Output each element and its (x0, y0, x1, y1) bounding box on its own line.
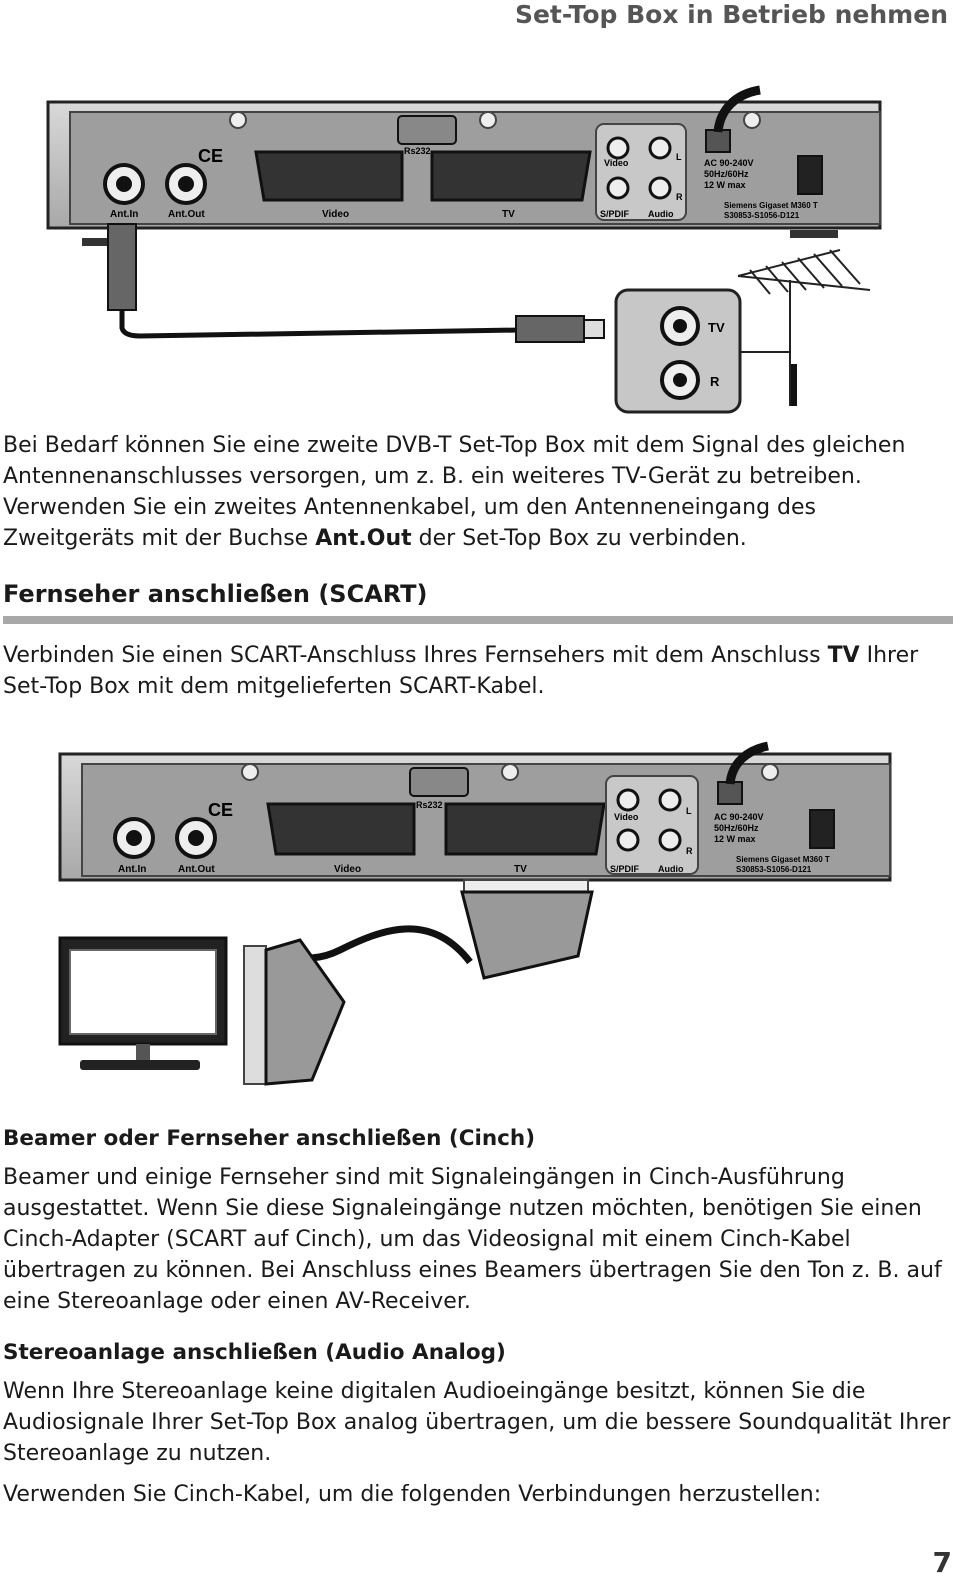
intro-text-end: der Set-Top Box zu verbinden. (411, 526, 747, 551)
ce-mark: CE (198, 146, 224, 166)
label-power-1: AC 90-240V (704, 158, 754, 168)
antenna-icon (738, 250, 870, 406)
intro-paragraph (3, 430, 951, 554)
tv-label: TV (827, 643, 860, 668)
socket-label-tv: TV (708, 320, 725, 335)
stereo-paragraph: Wenn Ihre Stereoanlage keine digitalen Audioeingänge besitzt, können Sie die Audiosignale Ihrer Set-Top Box analog übertragen, um die bessere Soundqualität Ihrer Stereoanlage zu nutzen. (3, 1379, 951, 1466)
label-r: R (676, 192, 683, 202)
label-model-1b: Siemens Gigaset M360 T (736, 855, 830, 864)
scart-tv-port (432, 152, 590, 200)
cinch-heading: Beamer oder Fernseher anschließen (Cinch) (3, 1126, 536, 1151)
label-r-2: R (686, 846, 693, 856)
label-model-2b: S30853-S1056-D121 (736, 865, 812, 874)
label-spdif: S/PDIF (600, 209, 630, 219)
label-power-2: 50Hz/60Hz (704, 169, 749, 179)
scart-paragraph (3, 640, 951, 702)
tv-icon (60, 938, 226, 1070)
running-header: Set-Top Box in Betrieb nehmen (514, 0, 948, 29)
label-power-3b: 12 W max (714, 834, 756, 844)
label-power-2b: 50Hz/60Hz (714, 823, 759, 833)
antenna-connection-illustration (0, 80, 960, 420)
section-rule (3, 616, 953, 624)
socket-label-r: R (710, 374, 720, 389)
power-switch (798, 156, 822, 194)
label-model-1: Siemens Gigaset M360 T (724, 201, 818, 210)
label-ant-out: Ant.Out (168, 209, 205, 220)
label-video-2: Video (334, 864, 362, 875)
scart-video-port (256, 152, 402, 200)
label-tv-2: TV (514, 864, 527, 875)
label-model-2: S30853-S1056-D121 (724, 211, 800, 220)
label-rs232: Rs232 (404, 146, 431, 156)
label-power-1b: AC 90-240V (714, 812, 764, 822)
page-number: 7 (932, 1546, 952, 1579)
label-rs232-2: Rs232 (416, 800, 443, 810)
label-video: Video (322, 209, 350, 220)
intro-text: Bei Bedarf können Sie eine zweite DVB-T Set-Top Box mit dem Signal des gleichen Antennenanschlusses versorgen, um z. B. ein weiteres TV-Gerät zu betreiben. Verwenden Sie ein zweites Antennenkabel, um den Antenneneingang des Zweitgeräts mit der Buchse (3, 433, 906, 551)
scart-plug-tv (266, 940, 344, 1084)
label-ant-in-2: Ant.In (118, 864, 147, 875)
label-spdif-2: S/PDIF (610, 864, 640, 874)
scart-plug-box (462, 892, 592, 978)
scart-heading: Fernseher anschließen (SCART) (3, 580, 428, 608)
label-power-3: 12 W max (704, 180, 746, 190)
scart-text: Verbinden Sie einen SCART-Anschluss Ihres Fernsehers mit dem Anschluss (3, 643, 828, 668)
label-tv: TV (502, 209, 515, 220)
label-video-jack: Video (604, 158, 629, 168)
rs232-port (398, 116, 456, 144)
label-audio-2: Audio (658, 864, 684, 874)
cinch-paragraph: Beamer und einige Fernseher sind mit Signaleingängen in Cinch-Ausführung ausgestattet. Wenn Sie diese Signaleingänge nutzen möchten, benötigen Sie einen Cinch-Adapter (SCART auf Cinch), um das Videosignal mit einem Cinch-Kabel übertragen zu können. Bei Anschluss eines Beamers übertragen Sie den Ton z. B. auf eine Stereoanlage oder einen AV-Receiver. (3, 1165, 942, 1314)
ce-mark-2: CE (208, 800, 234, 820)
label-ant-in: Ant.In (110, 209, 139, 220)
stereo-paragraph-2: Verwenden Sie Cinch-Kabel, um die folgenden Verbindungen herzustellen: (3, 1482, 822, 1507)
label-audio: Audio (648, 209, 674, 219)
stereo-heading: Stereoanlage anschließen (Audio Analog) (3, 1340, 506, 1365)
scart-connection-illustration (0, 740, 960, 1090)
ant-out-label: Ant.Out (315, 526, 412, 551)
label-video-jack-2: Video (614, 812, 639, 822)
label-l: L (676, 152, 682, 162)
label-ant-out-2: Ant.Out (178, 864, 215, 875)
scart-text-end: Ihrer Set-Top Box mit dem mitgelieferten SCART-Kabel. (3, 643, 919, 699)
label-l-2: L (686, 806, 692, 816)
